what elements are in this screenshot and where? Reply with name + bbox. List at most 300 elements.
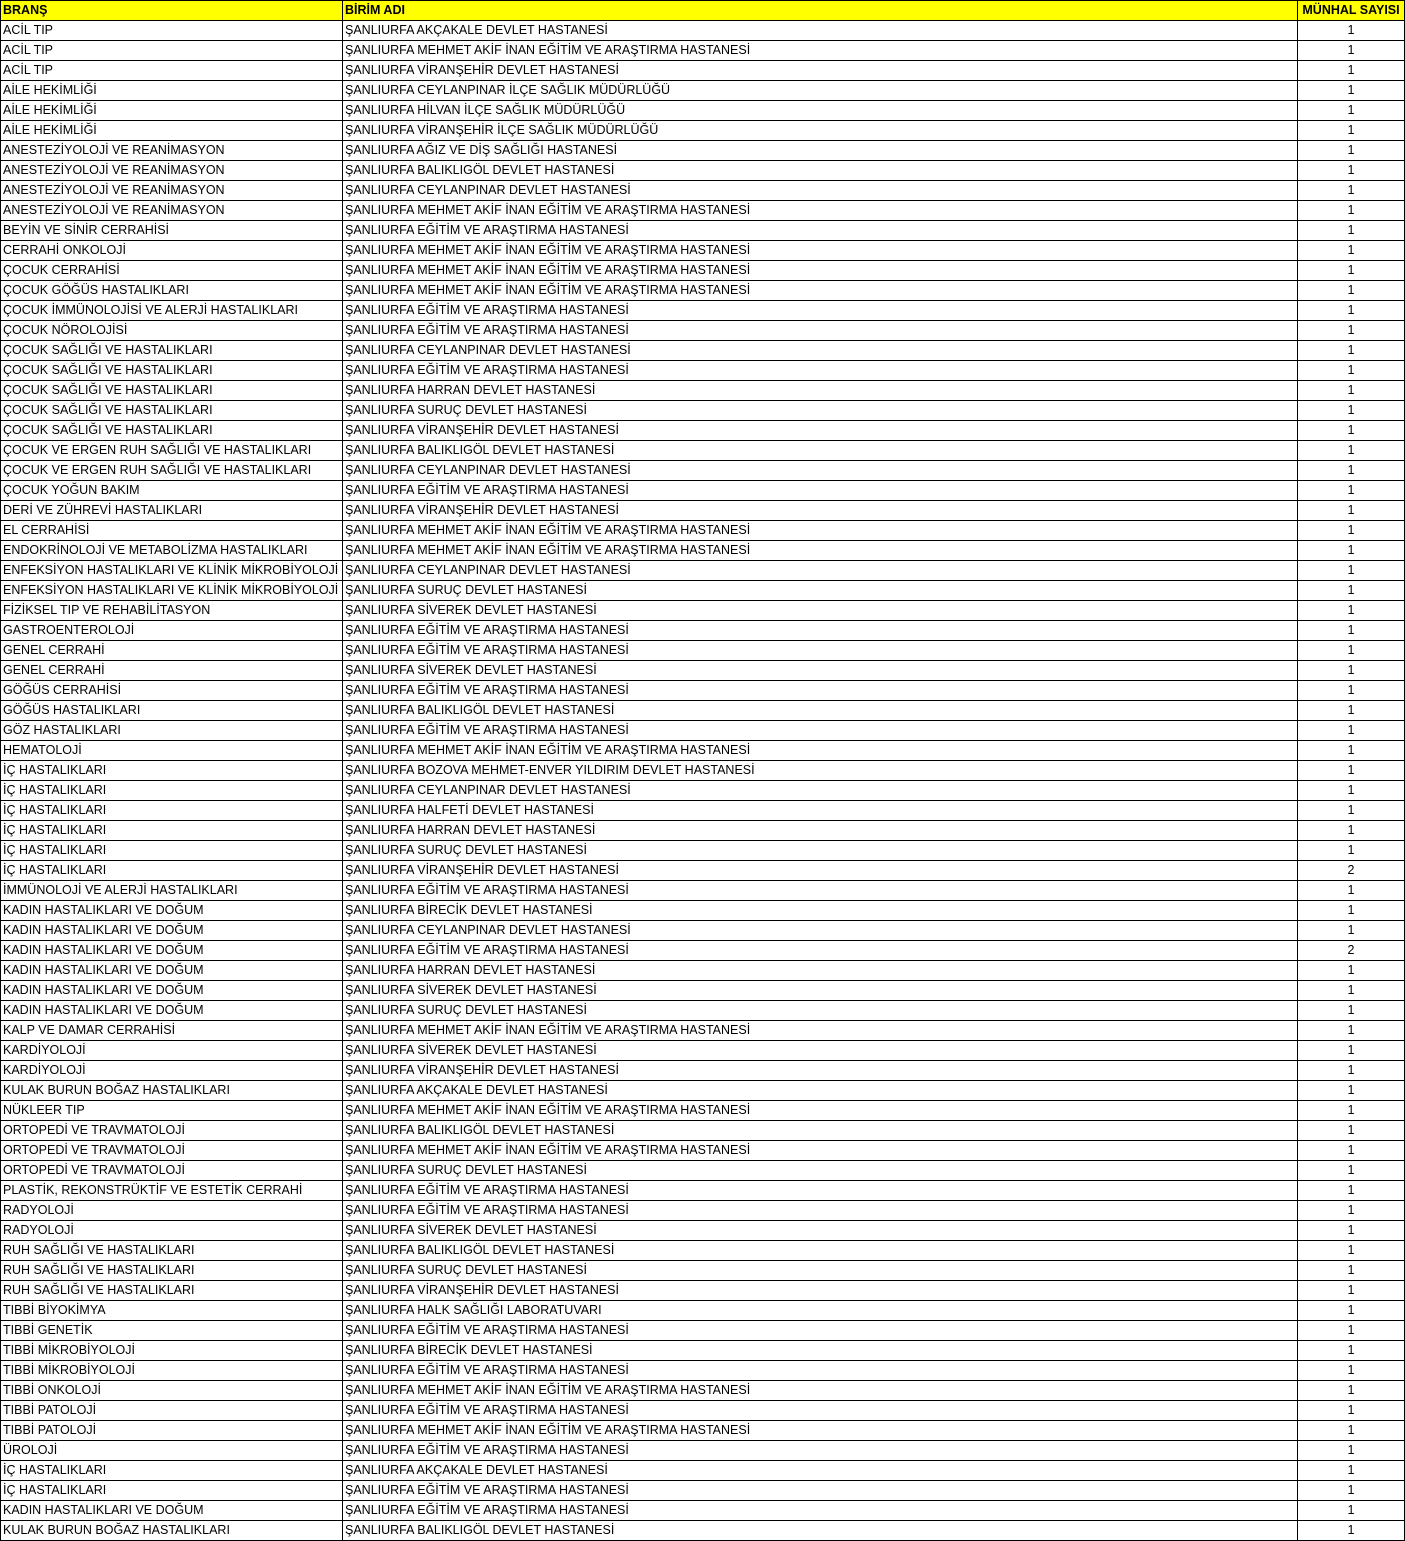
cell-brans[interactable]: KARDİYOLOJİ	[1, 1061, 343, 1081]
cell-brans[interactable]: ÇOCUK NÖROLOJİSİ	[1, 321, 343, 341]
table-row	[1, 341, 1405, 361]
cell-brans[interactable]: ÜROLOJİ	[1, 1441, 343, 1461]
cell-brans[interactable]: TIBBİ MİKROBİYOLOJİ	[1, 1341, 343, 1361]
cell-munhal-sayisi[interactable]: 1	[1298, 721, 1405, 741]
cell-munhal-sayisi[interactable]: 1	[1298, 421, 1405, 441]
cell-munhal-sayisi[interactable]: 1	[1298, 221, 1405, 241]
table-row	[1, 881, 1405, 901]
cell-brans[interactable]: ANESTEZİYOLOJİ VE REANİMASYON	[1, 201, 343, 221]
table-row	[1, 721, 1405, 741]
cell-birim-adi[interactable]: ŞANLIURFA EĞİTİM VE ARAŞTIRMA HASTANESİ	[343, 721, 1298, 741]
cell-birim-adi[interactable]: ŞANLIURFA EĞİTİM VE ARAŞTIRMA HASTANESİ	[343, 301, 1298, 321]
cell-munhal-sayisi[interactable]: 1	[1298, 341, 1405, 361]
cell-munhal-sayisi[interactable]: 1	[1298, 461, 1405, 481]
cell-birim-adi[interactable]: ŞANLIURFA MEHMET AKİF İNAN EĞİTİM VE ARAŞTIRMA HASTANESİ	[343, 41, 1298, 61]
cell-brans[interactable]: AİLE HEKİMLİĞİ	[1, 101, 343, 121]
cell-munhal-sayisi[interactable]: 1	[1298, 1261, 1405, 1281]
cell-brans[interactable]: KADIN HASTALIKLARI VE DOĞUM	[1, 1001, 343, 1021]
cell-birim-adi[interactable]: ŞANLIURFA CEYLANPINAR DEVLET HASTANESİ	[343, 181, 1298, 201]
cell-birim-adi[interactable]: ŞANLIURFA EĞİTİM VE ARAŞTIRMA HASTANESİ	[343, 621, 1298, 641]
cell-brans[interactable]: ORTOPEDİ VE TRAVMATOLOJİ	[1, 1161, 343, 1181]
cell-brans[interactable]: ÇOCUK VE ERGEN RUH SAĞLIĞI VE HASTALIKLARI	[1, 461, 343, 481]
table-row	[1, 621, 1405, 641]
table-row	[1, 81, 1405, 101]
cell-munhal-sayisi[interactable]: 1	[1298, 921, 1405, 941]
cell-birim-adi[interactable]: ŞANLIURFA BİRECİK DEVLET HASTANESİ	[343, 901, 1298, 921]
table-row	[1, 301, 1405, 321]
cell-munhal-sayisi[interactable]: 1	[1298, 281, 1405, 301]
cell-brans[interactable]: ANESTEZİYOLOJİ VE REANİMASYON	[1, 181, 343, 201]
cell-brans[interactable]: HEMATOLOJİ	[1, 741, 343, 761]
cell-birim-adi[interactable]: ŞANLIURFA MEHMET AKİF İNAN EĞİTİM VE ARAŞTIRMA HASTANESİ	[343, 1101, 1298, 1121]
cell-birim-adi[interactable]: ŞANLIURFA BALIKLIGÖL DEVLET HASTANESİ	[343, 161, 1298, 181]
cell-brans[interactable]: ACİL TIP	[1, 61, 343, 81]
table-row	[1, 1161, 1405, 1181]
table-row	[1, 521, 1405, 541]
table-row	[1, 861, 1405, 881]
table-row	[1, 761, 1405, 781]
cell-brans[interactable]: ANESTEZİYOLOJİ VE REANİMASYON	[1, 141, 343, 161]
cell-birim-adi[interactable]: ŞANLIURFA EĞİTİM VE ARAŞTIRMA HASTANESİ	[343, 1361, 1298, 1381]
table-row	[1, 201, 1405, 221]
cell-brans[interactable]: ENFEKSİYON HASTALIKLARI VE KLİNİK MİKROBİYOLOJİ	[1, 561, 343, 581]
table-row	[1, 581, 1405, 601]
cell-munhal-sayisi[interactable]: 1	[1298, 1101, 1405, 1121]
cell-munhal-sayisi[interactable]: 1	[1298, 1281, 1405, 1301]
table-row	[1, 1361, 1405, 1381]
cell-munhal-sayisi[interactable]: 1	[1298, 61, 1405, 81]
cell-munhal-sayisi[interactable]: 1	[1298, 1401, 1405, 1421]
table-row	[1, 821, 1405, 841]
cell-munhal-sayisi[interactable]: 1	[1298, 1361, 1405, 1381]
cell-brans[interactable]: KADIN HASTALIKLARI VE DOĞUM	[1, 981, 343, 1001]
table-row	[1, 921, 1405, 941]
cell-birim-adi[interactable]: ŞANLIURFA CEYLANPINAR İLÇE SAĞLIK MÜDÜRLÜĞÜ	[343, 81, 1298, 101]
cell-brans[interactable]: KADIN HASTALIKLARI VE DOĞUM	[1, 941, 343, 961]
table-row	[1, 421, 1405, 441]
cell-brans[interactable]: ÇOCUK SAĞLIĞI VE HASTALIKLARI	[1, 401, 343, 421]
cell-brans[interactable]: GÖZ HASTALIKLARI	[1, 721, 343, 741]
table-row	[1, 1401, 1405, 1421]
cell-brans[interactable]: ÇOCUK CERRAHİSİ	[1, 261, 343, 281]
table-row	[1, 461, 1405, 481]
cell-brans[interactable]: FİZİKSEL TIP VE REHABİLİTASYON	[1, 601, 343, 621]
cell-brans[interactable]: ÇOCUK SAĞLIĞI VE HASTALIKLARI	[1, 341, 343, 361]
cell-munhal-sayisi[interactable]: 1	[1298, 381, 1405, 401]
header-munhal-sayisi[interactable]: MÜNHAL SAYISI	[1298, 1, 1405, 21]
cell-brans[interactable]: ORTOPEDİ VE TRAVMATOLOJİ	[1, 1141, 343, 1161]
cell-birim-adi[interactable]: ŞANLIURFA SİVEREK DEVLET HASTANESİ	[343, 981, 1298, 1001]
cell-brans[interactable]: KADIN HASTALIKLARI VE DOĞUM	[1, 1501, 343, 1521]
cell-birim-adi[interactable]: ŞANLIURFA MEHMET AKİF İNAN EĞİTİM VE ARAŞTIRMA HASTANESİ	[343, 541, 1298, 561]
cell-birim-adi[interactable]: ŞANLIURFA MEHMET AKİF İNAN EĞİTİM VE ARAŞTIRMA HASTANESİ	[343, 1021, 1298, 1041]
cell-brans[interactable]: RUH SAĞLIĞI VE HASTALIKLARI	[1, 1241, 343, 1261]
cell-birim-adi[interactable]: ŞANLIURFA EĞİTİM VE ARAŞTIRMA HASTANESİ	[343, 941, 1298, 961]
cell-brans[interactable]: İÇ HASTALIKLARI	[1, 801, 343, 821]
cell-brans[interactable]: ÇOCUK GÖĞÜS HASTALIKLARI	[1, 281, 343, 301]
cell-brans[interactable]: PLASTİK, REKONSTRÜKTİF VE ESTETİK CERRAHİ	[1, 1181, 343, 1201]
cell-birim-adi[interactable]: ŞANLIURFA EĞİTİM VE ARAŞTIRMA HASTANESİ	[343, 1321, 1298, 1341]
cell-birim-adi[interactable]: ŞANLIURFA VİRANŞEHİR DEVLET HASTANESİ	[343, 1061, 1298, 1081]
cell-brans[interactable]: RUH SAĞLIĞI VE HASTALIKLARI	[1, 1281, 343, 1301]
cell-brans[interactable]: İÇ HASTALIKLARI	[1, 841, 343, 861]
cell-munhal-sayisi[interactable]: 1	[1298, 1181, 1405, 1201]
cell-birim-adi[interactable]: ŞANLIURFA VİRANŞEHİR DEVLET HASTANESİ	[343, 501, 1298, 521]
table-row	[1, 1181, 1405, 1201]
cell-birim-adi[interactable]: ŞANLIURFA EĞİTİM VE ARAŞTIRMA HASTANESİ	[343, 641, 1298, 661]
cell-brans[interactable]: NÜKLEER TIP	[1, 1101, 343, 1121]
table-row	[1, 1421, 1405, 1441]
cell-birim-adi[interactable]: ŞANLIURFA SURUÇ DEVLET HASTANESİ	[343, 581, 1298, 601]
cell-brans[interactable]: ACİL TIP	[1, 41, 343, 61]
cell-munhal-sayisi[interactable]: 2	[1298, 861, 1405, 881]
cell-munhal-sayisi[interactable]: 1	[1298, 661, 1405, 681]
cell-brans[interactable]: AİLE HEKİMLİĞİ	[1, 121, 343, 141]
table-row	[1, 221, 1405, 241]
table-row	[1, 1001, 1405, 1021]
cell-brans[interactable]: KADIN HASTALIKLARI VE DOĞUM	[1, 901, 343, 921]
cell-munhal-sayisi[interactable]: 1	[1298, 1381, 1405, 1401]
cell-brans[interactable]: ENFEKSİYON HASTALIKLARI VE KLİNİK MİKROBİYOLOJİ	[1, 581, 343, 601]
cell-birim-adi[interactable]: ŞANLIURFA SİVEREK DEVLET HASTANESİ	[343, 1041, 1298, 1061]
table-row	[1, 481, 1405, 501]
cell-birim-adi[interactable]: ŞANLIURFA EĞİTİM VE ARAŞTIRMA HASTANESİ	[343, 221, 1298, 241]
cell-munhal-sayisi[interactable]: 1	[1298, 681, 1405, 701]
cell-birim-adi[interactable]: ŞANLIURFA AKÇAKALE DEVLET HASTANESİ	[343, 21, 1298, 41]
cell-brans[interactable]: İÇ HASTALIKLARI	[1, 761, 343, 781]
table-row	[1, 641, 1405, 661]
cell-birim-adi[interactable]: ŞANLIURFA MEHMET AKİF İNAN EĞİTİM VE ARAŞTIRMA HASTANESİ	[343, 1421, 1298, 1441]
cell-munhal-sayisi[interactable]: 1	[1298, 1321, 1405, 1341]
cell-munhal-sayisi[interactable]: 1	[1298, 121, 1405, 141]
cell-brans[interactable]: TIBBİ BİYOKİMYA	[1, 1301, 343, 1321]
cell-munhal-sayisi[interactable]: 1	[1298, 441, 1405, 461]
cell-brans[interactable]: TIBBİ ONKOLOJİ	[1, 1381, 343, 1401]
cell-brans[interactable]: GENEL CERRAHİ	[1, 661, 343, 681]
cell-munhal-sayisi[interactable]: 1	[1298, 161, 1405, 181]
cell-munhal-sayisi[interactable]: 1	[1298, 101, 1405, 121]
table-row	[1, 261, 1405, 281]
cell-birim-adi[interactable]: ŞANLIURFA CEYLANPINAR DEVLET HASTANESİ	[343, 921, 1298, 941]
cell-birim-adi[interactable]: ŞANLIURFA MEHMET AKİF İNAN EĞİTİM VE ARAŞTIRMA HASTANESİ	[343, 261, 1298, 281]
cell-birim-adi[interactable]: ŞANLIURFA CEYLANPINAR DEVLET HASTANESİ	[343, 781, 1298, 801]
cell-brans[interactable]: TIBBİ GENETİK	[1, 1321, 343, 1341]
cell-birim-adi[interactable]: ŞANLIURFA VİRANŞEHİR DEVLET HASTANESİ	[343, 421, 1298, 441]
table-row	[1, 1441, 1405, 1461]
cell-brans[interactable]: KALP VE DAMAR CERRAHİSİ	[1, 1021, 343, 1041]
cell-birim-adi[interactable]: ŞANLIURFA SİVEREK DEVLET HASTANESİ	[343, 661, 1298, 681]
cell-munhal-sayisi[interactable]: 1	[1298, 781, 1405, 801]
cell-birim-adi[interactable]: ŞANLIURFA CEYLANPINAR DEVLET HASTANESİ	[343, 561, 1298, 581]
table-row	[1, 441, 1405, 461]
cell-munhal-sayisi[interactable]: 1	[1298, 1121, 1405, 1141]
cell-munhal-sayisi[interactable]: 1	[1298, 261, 1405, 281]
cell-munhal-sayisi[interactable]: 1	[1298, 601, 1405, 621]
cell-birim-adi[interactable]: ŞANLIURFA BALIKLIGÖL DEVLET HASTANESİ	[343, 701, 1298, 721]
table-row	[1, 1501, 1405, 1521]
cell-birim-adi[interactable]: ŞANLIURFA AKÇAKALE DEVLET HASTANESİ	[343, 1461, 1298, 1481]
cell-birim-adi[interactable]: ŞANLIURFA MEHMET AKİF İNAN EĞİTİM VE ARAŞTIRMA HASTANESİ	[343, 1141, 1298, 1161]
cell-munhal-sayisi[interactable]: 1	[1298, 1461, 1405, 1481]
table-row	[1, 181, 1405, 201]
cell-brans[interactable]: İÇ HASTALIKLARI	[1, 781, 343, 801]
cell-birim-adi[interactable]: ŞANLIURFA SURUÇ DEVLET HASTANESİ	[343, 401, 1298, 421]
cell-brans[interactable]: ÇOCUK YOĞUN BAKIM	[1, 481, 343, 501]
cell-munhal-sayisi[interactable]: 1	[1298, 1141, 1405, 1161]
cell-birim-adi[interactable]: ŞANLIURFA EĞİTİM VE ARAŞTIRMA HASTANESİ	[343, 481, 1298, 501]
cell-munhal-sayisi[interactable]: 1	[1298, 1061, 1405, 1081]
header-brans[interactable]: BRANŞ	[1, 1, 343, 21]
cell-brans[interactable]: ACİL TIP	[1, 21, 343, 41]
cell-birim-adi[interactable]: ŞANLIURFA EĞİTİM VE ARAŞTIRMA HASTANESİ	[343, 681, 1298, 701]
table-row	[1, 1081, 1405, 1101]
cell-munhal-sayisi[interactable]: 1	[1298, 81, 1405, 101]
cell-birim-adi[interactable]: ŞANLIURFA MEHMET AKİF İNAN EĞİTİM VE ARAŞTIRMA HASTANESİ	[343, 521, 1298, 541]
cell-birim-adi[interactable]: ŞANLIURFA EĞİTİM VE ARAŞTIRMA HASTANESİ	[343, 1441, 1298, 1461]
cell-birim-adi[interactable]: ŞANLIURFA HARRAN DEVLET HASTANESİ	[343, 381, 1298, 401]
cell-birim-adi[interactable]: ŞANLIURFA EĞİTİM VE ARAŞTIRMA HASTANESİ	[343, 881, 1298, 901]
cell-brans[interactable]: İÇ HASTALIKLARI	[1, 861, 343, 881]
cell-birim-adi[interactable]: ŞANLIURFA BALIKLIGÖL DEVLET HASTANESİ	[343, 1121, 1298, 1141]
table-row	[1, 981, 1405, 1001]
cell-munhal-sayisi[interactable]: 1	[1298, 141, 1405, 161]
table-row	[1, 401, 1405, 421]
cell-birim-adi[interactable]: ŞANLIURFA SURUÇ DEVLET HASTANESİ	[343, 1261, 1298, 1281]
cell-birim-adi[interactable]: ŞANLIURFA SURUÇ DEVLET HASTANESİ	[343, 841, 1298, 861]
cell-munhal-sayisi[interactable]: 1	[1298, 501, 1405, 521]
cell-birim-adi[interactable]: ŞANLIURFA AKÇAKALE DEVLET HASTANESİ	[343, 1081, 1298, 1101]
cell-munhal-sayisi[interactable]: 1	[1298, 1241, 1405, 1261]
cell-munhal-sayisi[interactable]: 1	[1298, 901, 1405, 921]
cell-munhal-sayisi[interactable]: 1	[1298, 841, 1405, 861]
cell-birim-adi[interactable]: ŞANLIURFA MEHMET AKİF İNAN EĞİTİM VE ARAŞTIRMA HASTANESİ	[343, 281, 1298, 301]
cell-birim-adi[interactable]: ŞANLIURFA BALIKLIGÖL DEVLET HASTANESİ	[343, 441, 1298, 461]
cell-munhal-sayisi[interactable]: 1	[1298, 521, 1405, 541]
cell-birim-adi[interactable]: ŞANLIURFA EĞİTİM VE ARAŞTIRMA HASTANESİ	[343, 1481, 1298, 1501]
cell-munhal-sayisi[interactable]: 1	[1298, 701, 1405, 721]
table-body	[1, 21, 1405, 1541]
table-row	[1, 501, 1405, 521]
cell-brans[interactable]: GASTROENTEROLOJİ	[1, 621, 343, 641]
table-row	[1, 1221, 1405, 1241]
cell-munhal-sayisi[interactable]: 1	[1298, 301, 1405, 321]
cell-birim-adi[interactable]: ŞANLIURFA BİRECİK DEVLET HASTANESİ	[343, 1341, 1298, 1361]
table-row	[1, 681, 1405, 701]
table-row	[1, 661, 1405, 681]
cell-brans[interactable]: GÖĞÜS CERRAHİSİ	[1, 681, 343, 701]
cell-birim-adi[interactable]: ŞANLIURFA CEYLANPINAR DEVLET HASTANESİ	[343, 461, 1298, 481]
table-row	[1, 1261, 1405, 1281]
cell-brans[interactable]: KADIN HASTALIKLARI VE DOĞUM	[1, 921, 343, 941]
cell-munhal-sayisi[interactable]: 1	[1298, 1081, 1405, 1101]
cell-brans[interactable]: KULAK BURUN BOĞAZ HASTALIKLARI	[1, 1081, 343, 1101]
cell-birim-adi[interactable]: ŞANLIURFA EĞİTİM VE ARAŞTIRMA HASTANESİ	[343, 1181, 1298, 1201]
cell-birim-adi[interactable]: ŞANLIURFA BOZOVA MEHMET-ENVER YILDIRIM DEVLET HASTANESİ	[343, 761, 1298, 781]
cell-munhal-sayisi[interactable]: 1	[1298, 1041, 1405, 1061]
table-row	[1, 101, 1405, 121]
table-row	[1, 1321, 1405, 1341]
table-row	[1, 541, 1405, 561]
table-row	[1, 561, 1405, 581]
cell-munhal-sayisi[interactable]: 1	[1298, 741, 1405, 761]
table-row	[1, 1481, 1405, 1501]
table-row	[1, 241, 1405, 261]
cell-munhal-sayisi[interactable]: 1	[1298, 21, 1405, 41]
cell-brans[interactable]: RADYOLOJİ	[1, 1201, 343, 1221]
cell-birim-adi[interactable]: ŞANLIURFA MEHMET AKİF İNAN EĞİTİM VE ARAŞTIRMA HASTANESİ	[343, 741, 1298, 761]
table-row	[1, 781, 1405, 801]
cell-brans[interactable]: RUH SAĞLIĞI VE HASTALIKLARI	[1, 1261, 343, 1281]
cell-munhal-sayisi[interactable]: 2	[1298, 941, 1405, 961]
cell-brans[interactable]: CERRAHİ ONKOLOJİ	[1, 241, 343, 261]
cell-munhal-sayisi[interactable]: 1	[1298, 401, 1405, 421]
table-row	[1, 21, 1405, 41]
cell-birim-adi[interactable]: ŞANLIURFA EĞİTİM VE ARAŞTIRMA HASTANESİ	[343, 1501, 1298, 1521]
cell-munhal-sayisi[interactable]: 1	[1298, 821, 1405, 841]
cell-brans[interactable]: EL CERRAHİSİ	[1, 521, 343, 541]
cell-munhal-sayisi[interactable]: 1	[1298, 361, 1405, 381]
cell-brans[interactable]: KARDİYOLOJİ	[1, 1041, 343, 1061]
cell-munhal-sayisi[interactable]: 1	[1298, 1221, 1405, 1241]
table-row	[1, 961, 1405, 981]
cell-munhal-sayisi[interactable]: 1	[1298, 1421, 1405, 1441]
cell-birim-adi[interactable]: ŞANLIURFA SİVEREK DEVLET HASTANESİ	[343, 1221, 1298, 1241]
cell-birim-adi[interactable]: ŞANLIURFA MEHMET AKİF İNAN EĞİTİM VE ARAŞTIRMA HASTANESİ	[343, 241, 1298, 261]
table-row	[1, 701, 1405, 721]
table-row	[1, 121, 1405, 141]
cell-brans[interactable]: ÇOCUK VE ERGEN RUH SAĞLIĞI VE HASTALIKLARI	[1, 441, 343, 461]
cell-birim-adi[interactable]: ŞANLIURFA VİRANŞEHİR İLÇE SAĞLIK MÜDÜRLÜĞÜ	[343, 121, 1298, 141]
cell-birim-adi[interactable]: ŞANLIURFA MEHMET AKİF İNAN EĞİTİM VE ARAŞTIRMA HASTANESİ	[343, 1381, 1298, 1401]
cell-munhal-sayisi[interactable]: 1	[1298, 581, 1405, 601]
cell-birim-adi[interactable]: ŞANLIURFA VİRANŞEHİR DEVLET HASTANESİ	[343, 861, 1298, 881]
cell-munhal-sayisi[interactable]: 1	[1298, 321, 1405, 341]
cell-brans[interactable]: ÇOCUK SAĞLIĞI VE HASTALIKLARI	[1, 361, 343, 381]
cell-birim-adi[interactable]: ŞANLIURFA EĞİTİM VE ARAŞTIRMA HASTANESİ	[343, 321, 1298, 341]
table-row	[1, 1281, 1405, 1301]
cell-brans[interactable]: ÇOCUK SAĞLIĞI VE HASTALIKLARI	[1, 381, 343, 401]
header-row	[1, 1, 1405, 21]
cell-munhal-sayisi[interactable]: 1	[1298, 41, 1405, 61]
cell-munhal-sayisi[interactable]: 1	[1298, 761, 1405, 781]
header-birim-adi[interactable]: BİRİM ADI	[343, 1, 1298, 21]
cell-birim-adi[interactable]: ŞANLIURFA MEHMET AKİF İNAN EĞİTİM VE ARAŞTIRMA HASTANESİ	[343, 201, 1298, 221]
cell-brans[interactable]: İÇ HASTALIKLARI	[1, 1461, 343, 1481]
table-row	[1, 841, 1405, 861]
cell-munhal-sayisi[interactable]: 1	[1298, 1341, 1405, 1361]
cell-brans[interactable]: ANESTEZİYOLOJİ VE REANİMASYON	[1, 161, 343, 181]
cell-munhal-sayisi[interactable]: 1	[1298, 181, 1405, 201]
table-row	[1, 1301, 1405, 1321]
cell-birim-adi[interactable]: ŞANLIURFA SURUÇ DEVLET HASTANESİ	[343, 1001, 1298, 1021]
cell-munhal-sayisi[interactable]: 1	[1298, 1021, 1405, 1041]
cell-birim-adi[interactable]: ŞANLIURFA BALIKLIGÖL DEVLET HASTANESİ	[343, 1241, 1298, 1261]
cell-brans[interactable]: GENEL CERRAHİ	[1, 641, 343, 661]
cell-birim-adi[interactable]: ŞANLIURFA BALIKLIGÖL DEVLET HASTANESİ	[343, 1521, 1298, 1541]
table-row	[1, 801, 1405, 821]
cell-birim-adi[interactable]: ŞANLIURFA HARRAN DEVLET HASTANESİ	[343, 821, 1298, 841]
cell-munhal-sayisi[interactable]: 1	[1298, 641, 1405, 661]
cell-munhal-sayisi[interactable]: 1	[1298, 1501, 1405, 1521]
cell-brans[interactable]: TIBBİ MİKROBİYOLOJİ	[1, 1361, 343, 1381]
cell-birim-adi[interactable]: ŞANLIURFA VİRANŞEHİR DEVLET HASTANESİ	[343, 1281, 1298, 1301]
table-row	[1, 901, 1405, 921]
cell-brans[interactable]: İMMÜNOLOJİ VE ALERJİ HASTALIKLARI	[1, 881, 343, 901]
cell-brans[interactable]: KULAK BURUN BOĞAZ HASTALIKLARI	[1, 1521, 343, 1541]
cell-birim-adi[interactable]: ŞANLIURFA HALFETİ DEVLET HASTANESİ	[343, 801, 1298, 821]
cell-brans[interactable]: AİLE HEKİMLİĞİ	[1, 81, 343, 101]
table-row	[1, 161, 1405, 181]
cell-munhal-sayisi[interactable]: 1	[1298, 561, 1405, 581]
cell-brans[interactable]: İÇ HASTALIKLARI	[1, 1481, 343, 1501]
cell-birim-adi[interactable]: ŞANLIURFA HARRAN DEVLET HASTANESİ	[343, 961, 1298, 981]
table-row	[1, 601, 1405, 621]
cell-munhal-sayisi[interactable]: 1	[1298, 801, 1405, 821]
cell-birim-adi[interactable]: ŞANLIURFA AĞIZ VE DİŞ SAĞLIĞI HASTANESİ	[343, 141, 1298, 161]
cell-munhal-sayisi[interactable]: 1	[1298, 961, 1405, 981]
table-row	[1, 1121, 1405, 1141]
cell-brans[interactable]: ENDOKRİNOLOJİ VE METABOLİZMA HASTALIKLARI	[1, 541, 343, 561]
table-row	[1, 361, 1405, 381]
cell-munhal-sayisi[interactable]: 1	[1298, 1001, 1405, 1021]
cell-birim-adi[interactable]: ŞANLIURFA EĞİTİM VE ARAŞTIRMA HASTANESİ	[343, 1201, 1298, 1221]
cell-birim-adi[interactable]: ŞANLIURFA EĞİTİM VE ARAŞTIRMA HASTANESİ	[343, 361, 1298, 381]
cell-birim-adi[interactable]: ŞANLIURFA EĞİTİM VE ARAŞTIRMA HASTANESİ	[343, 1401, 1298, 1421]
cell-munhal-sayisi[interactable]: 1	[1298, 1301, 1405, 1321]
cell-brans[interactable]: İÇ HASTALIKLARI	[1, 821, 343, 841]
cell-brans[interactable]: GÖĞÜS HASTALIKLARI	[1, 701, 343, 721]
table-row	[1, 1201, 1405, 1221]
cell-munhal-sayisi[interactable]: 1	[1298, 1161, 1405, 1181]
cell-brans[interactable]: RADYOLOJİ	[1, 1221, 343, 1241]
table-row	[1, 1461, 1405, 1481]
cell-brans[interactable]: ORTOPEDİ VE TRAVMATOLOJİ	[1, 1121, 343, 1141]
table-row	[1, 41, 1405, 61]
cell-munhal-sayisi[interactable]: 1	[1298, 241, 1405, 261]
cell-brans[interactable]: ÇOCUK İMMÜNOLOJİSİ VE ALERJİ HASTALIKLARI	[1, 301, 343, 321]
table-row	[1, 741, 1405, 761]
cell-brans[interactable]: BEYİN VE SİNİR CERRAHİSİ	[1, 221, 343, 241]
table-row	[1, 321, 1405, 341]
cell-birim-adi[interactable]: ŞANLIURFA VİRANŞEHİR DEVLET HASTANESİ	[343, 61, 1298, 81]
cell-brans[interactable]: KADIN HASTALIKLARI VE DOĞUM	[1, 961, 343, 981]
cell-brans[interactable]: ÇOCUK SAĞLIĞI VE HASTALIKLARI	[1, 421, 343, 441]
cell-munhal-sayisi[interactable]: 1	[1298, 1441, 1405, 1461]
cell-brans[interactable]: TIBBİ PATOLOJİ	[1, 1401, 343, 1421]
cell-munhal-sayisi[interactable]: 1	[1298, 481, 1405, 501]
table-row	[1, 1141, 1405, 1161]
cell-munhal-sayisi[interactable]: 1	[1298, 981, 1405, 1001]
cell-munhal-sayisi[interactable]: 1	[1298, 541, 1405, 561]
cell-munhal-sayisi[interactable]: 1	[1298, 201, 1405, 221]
cell-munhal-sayisi[interactable]: 1	[1298, 1481, 1405, 1501]
table-row	[1, 61, 1405, 81]
cell-birim-adi[interactable]: ŞANLIURFA SURUÇ DEVLET HASTANESİ	[343, 1161, 1298, 1181]
cell-brans[interactable]: TIBBİ PATOLOJİ	[1, 1421, 343, 1441]
table-row	[1, 1041, 1405, 1061]
cell-birim-adi[interactable]: ŞANLIURFA CEYLANPINAR DEVLET HASTANESİ	[343, 341, 1298, 361]
cell-birim-adi[interactable]: ŞANLIURFA HALK SAĞLIĞI LABORATUVARI	[343, 1301, 1298, 1321]
table-header	[1, 1, 1405, 21]
cell-munhal-sayisi[interactable]: 1	[1298, 1521, 1405, 1541]
cell-munhal-sayisi[interactable]: 1	[1298, 881, 1405, 901]
cell-birim-adi[interactable]: ŞANLIURFA SİVEREK DEVLET HASTANESİ	[343, 601, 1298, 621]
cell-brans[interactable]: DERİ VE ZÜHREVİ HASTALIKLARI	[1, 501, 343, 521]
cell-munhal-sayisi[interactable]: 1	[1298, 1201, 1405, 1221]
cell-munhal-sayisi[interactable]: 1	[1298, 621, 1405, 641]
cell-birim-adi[interactable]: ŞANLIURFA HİLVAN İLÇE SAĞLIK MÜDÜRLÜĞÜ	[343, 101, 1298, 121]
table-row	[1, 1341, 1405, 1361]
